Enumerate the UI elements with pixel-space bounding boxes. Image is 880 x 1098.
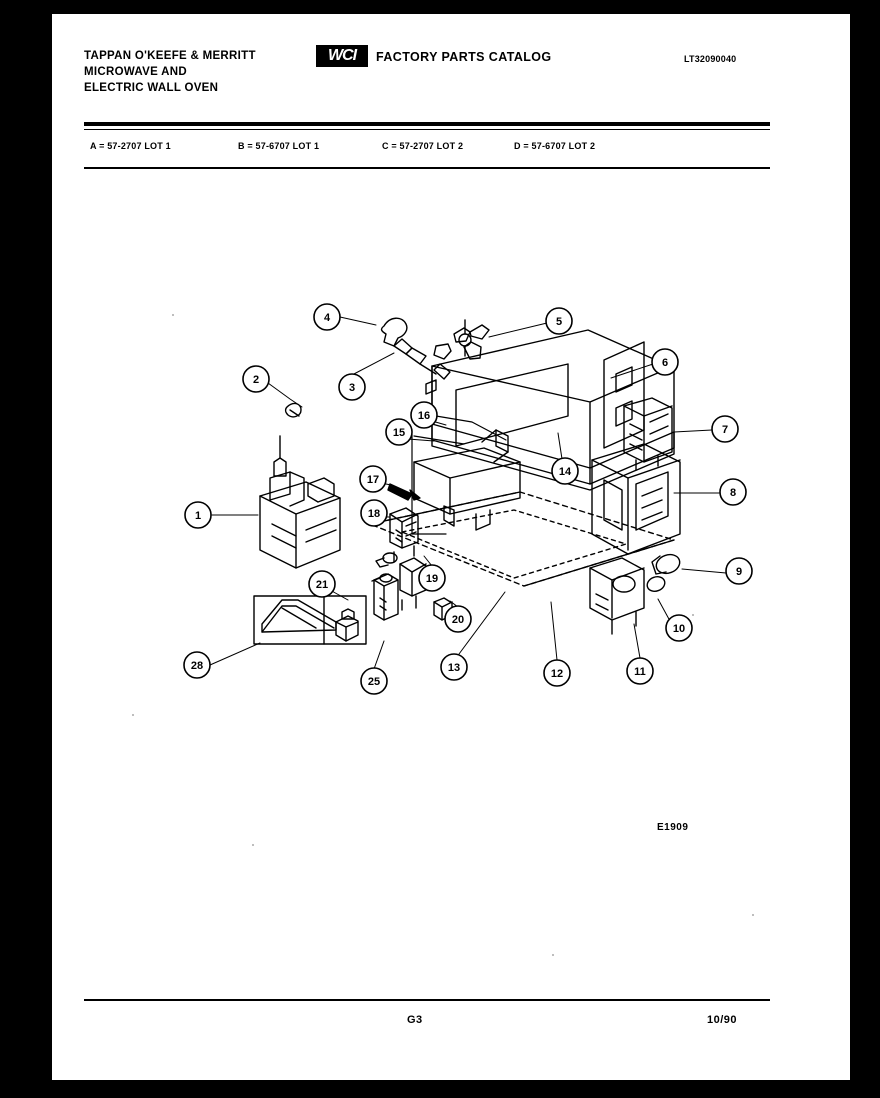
callout-label: 18 (367, 508, 381, 520)
part-connector-bracket (374, 574, 398, 620)
paper-sheet (52, 14, 850, 1080)
part-lower-left-assembly (254, 596, 366, 644)
part-lamp-assembly (382, 318, 450, 379)
footer-rule (84, 999, 770, 1001)
callout-label: 28 (190, 660, 204, 672)
callout-label: 17 (366, 474, 380, 486)
document-code: LT32090040 (684, 54, 737, 64)
wci-logo: WCI (316, 45, 368, 67)
callout-label: 21 (315, 579, 329, 591)
brand-name-line2: MICROWAVE AND (84, 66, 187, 78)
part-thermostat-knob (645, 551, 682, 593)
part-oven-chassis (426, 330, 674, 490)
callout-label: 16 (417, 410, 431, 422)
brand-name-line1: TAPPAN O'KEEFE & MERRITT (84, 50, 256, 62)
revision-date: 10/90 (707, 1014, 738, 1026)
part-small-clip (286, 403, 301, 416)
callout-label: 8 (729, 487, 737, 499)
callout-label: 15 (392, 427, 406, 439)
part-magnetron (260, 436, 340, 568)
legend-item-a: A = 57-2707 LOT 1 (90, 141, 171, 151)
legend-item-c: C = 57-2707 LOT 2 (382, 141, 464, 151)
callout-label: 2 (252, 374, 260, 386)
page-number: G3 (407, 1014, 423, 1026)
callout-label: 5 (555, 316, 563, 328)
exploded-parts-diagram (84, 184, 784, 824)
callout-label: 19 (425, 573, 439, 585)
figure-code: E1909 (657, 822, 689, 833)
legend-rule (84, 167, 770, 169)
callout-label: 7 (721, 424, 729, 436)
callout-label: 12 (550, 668, 564, 680)
part-arrow-marker (388, 484, 420, 500)
legend-item-b: B = 57-6707 LOT 1 (238, 141, 320, 151)
callout-label: 11 (634, 666, 646, 678)
model-legend (84, 141, 774, 157)
callout-label: 14 (558, 466, 572, 478)
legend-item-d: D = 57-6707 LOT 2 (514, 141, 596, 151)
callout-label: 13 (447, 662, 461, 674)
catalog-title: FACTORY PARTS CATALOG (376, 50, 552, 64)
header-rule-thick (84, 122, 770, 126)
header-rule-thin (84, 129, 770, 130)
callout-label: 3 (348, 382, 356, 394)
callout-label: 6 (661, 357, 669, 369)
callout-label: 4 (323, 312, 331, 324)
callout-label: 20 (451, 614, 465, 626)
part-right-bracket (590, 558, 644, 634)
callout-label: 9 (735, 566, 743, 578)
callout-label: 1 (194, 510, 202, 522)
callout-label: 25 (367, 676, 381, 688)
brand-name-line3: ELECTRIC WALL OVEN (84, 82, 219, 94)
callout-label: 10 (672, 623, 686, 635)
part-duct (414, 430, 520, 530)
part-fan-blade (434, 320, 489, 359)
